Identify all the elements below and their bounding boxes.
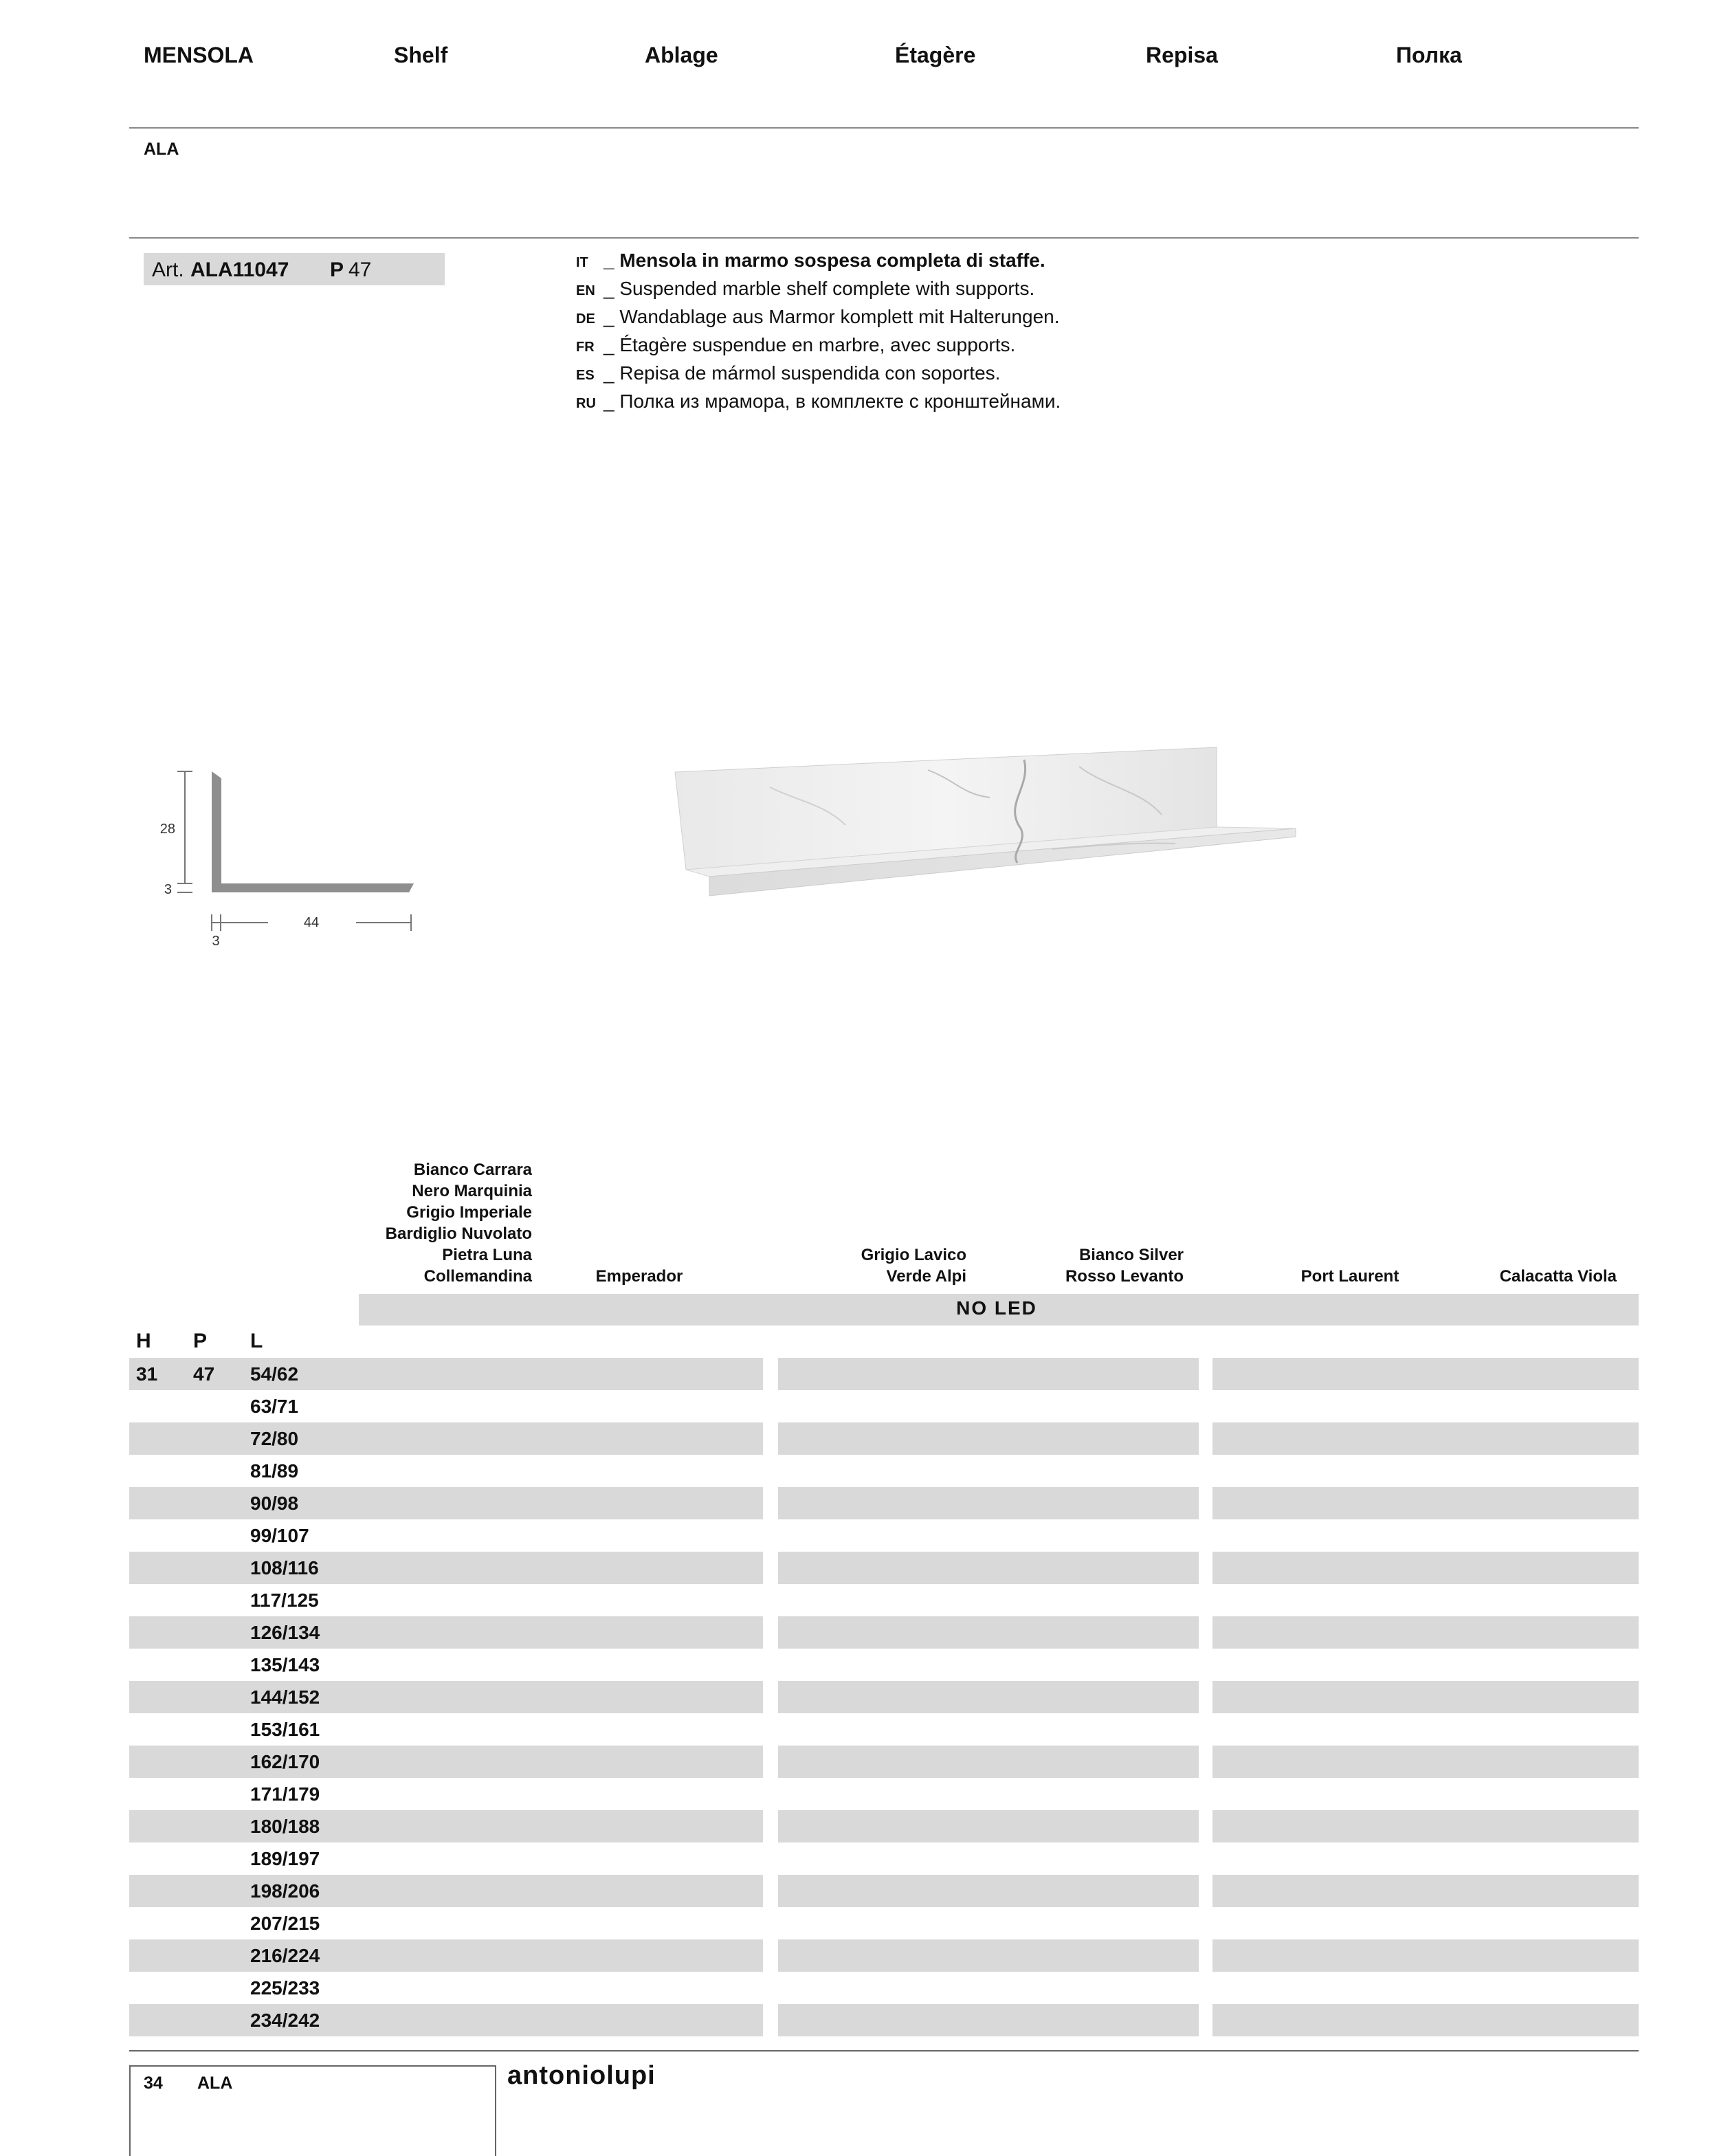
table-row <box>129 1616 1639 1649</box>
material-column-6: Calacatta Viola <box>1499 1267 1617 1286</box>
table-row <box>129 1810 1639 1842</box>
thickness-label: 3 <box>164 882 172 897</box>
cell-l: 90/98 <box>250 1493 299 1514</box>
table-row <box>129 1907 1639 1939</box>
article-prefix: Art. <box>152 258 184 281</box>
header-p: P <box>193 1330 208 1352</box>
cell-l: 189/197 <box>250 1848 320 1869</box>
cell-l: 162/170 <box>250 1751 320 1772</box>
title-german: Ablage <box>645 43 718 67</box>
description-fr: FR _ Étagère suspendue en marbre, avec supports. <box>576 334 1016 355</box>
row-band <box>1212 1616 1639 1649</box>
cell-l: 54/62 <box>250 1363 299 1385</box>
row-band <box>1212 1487 1639 1519</box>
row-band <box>1212 1746 1639 1778</box>
row-band <box>1212 1358 1639 1390</box>
table-row <box>129 1778 1639 1810</box>
material-column-2: Emperador <box>595 1267 683 1286</box>
material-column-1: Bianco Carrara Nero Marquinia Grigio Imperiale Bardiglio Nuvolato Pietra Luna Collemandina <box>385 1160 532 1286</box>
row-band <box>1212 1810 1639 1842</box>
depth-label: P <box>330 258 344 281</box>
title-russian: Полка <box>1396 43 1462 67</box>
cell-l: 234/242 <box>250 2010 320 2031</box>
cell-p: 47 <box>193 1363 215 1385</box>
cell-l: 99/107 <box>250 1525 309 1546</box>
row-band <box>129 1746 763 1778</box>
table-row <box>129 1842 1639 1875</box>
row-band <box>129 1939 763 1972</box>
series-name: ALA <box>144 140 179 159</box>
table-row <box>129 1746 1639 1778</box>
row-band <box>129 1616 763 1649</box>
header-divider <box>129 127 1639 129</box>
table-row <box>129 1939 1639 1972</box>
row-band <box>778 1422 1199 1455</box>
cell-l: 216/224 <box>250 1945 320 1966</box>
cell-l: 135/143 <box>250 1654 320 1675</box>
table-row <box>129 1713 1639 1746</box>
table-row <box>129 1519 1639 1552</box>
cell-l: 72/80 <box>250 1428 299 1449</box>
row-band <box>778 1746 1199 1778</box>
table-row <box>129 1649 1639 1681</box>
row-band <box>129 1422 763 1455</box>
title-french: Étagère <box>895 43 976 67</box>
cell-l: 63/71 <box>250 1396 299 1417</box>
cell-l: 108/116 <box>250 1557 319 1578</box>
height-label: 28 <box>159 822 175 837</box>
row-band <box>778 2004 1199 2036</box>
row-band <box>778 1552 1199 1584</box>
table-row <box>129 1390 1639 1422</box>
row-band <box>129 1552 763 1584</box>
row-band <box>778 1487 1199 1519</box>
table-row <box>129 1455 1639 1487</box>
row-band <box>778 1875 1199 1907</box>
description-es: ES _ Repisa de mármol suspendida con soportes. <box>576 362 1001 384</box>
no-led-label: NO LED <box>956 1297 1037 1319</box>
row-band <box>778 1810 1199 1842</box>
row-band <box>1212 1681 1639 1713</box>
footer-divider <box>129 2050 1639 2052</box>
header-h: H <box>136 1330 151 1352</box>
table-row <box>129 1875 1639 1907</box>
material-column-5: Port Laurent <box>1300 1267 1399 1286</box>
table-row <box>129 1422 1639 1455</box>
cell-l: 81/89 <box>250 1460 299 1482</box>
cell-l: 207/215 <box>250 1913 320 1934</box>
cell-l: 225/233 <box>250 1977 320 1999</box>
row-band <box>778 1616 1199 1649</box>
title-italian: MENSOLA <box>144 43 254 67</box>
table-row <box>129 1358 1639 1390</box>
row-band <box>129 1875 763 1907</box>
row-band <box>778 1358 1199 1390</box>
material-column-3: Grigio Lavico Verde Alpi <box>861 1246 966 1286</box>
table-row <box>129 1487 1639 1519</box>
table-row <box>129 1584 1639 1616</box>
footer-box <box>129 2065 496 2156</box>
description-ru: RU _ Полка из мрамора, в комплекте с кронштейнами. <box>576 390 1061 412</box>
description-list <box>576 248 1061 417</box>
row-band <box>1212 1939 1639 1972</box>
depth-dimension-label: 44 <box>303 915 320 930</box>
cell-l: 117/125 <box>250 1590 319 1611</box>
page-number: 34 <box>144 2074 163 2093</box>
row-band <box>1212 2004 1639 2036</box>
cell-l: 144/152 <box>250 1686 320 1708</box>
table-row <box>129 1972 1639 2004</box>
cell-l: 126/134 <box>250 1622 320 1643</box>
cell-h: 31 <box>136 1363 158 1385</box>
cell-l: 153/161 <box>250 1719 320 1740</box>
row-band <box>129 1358 763 1390</box>
row-band <box>1212 1875 1639 1907</box>
section-divider <box>129 237 1639 239</box>
cell-l: 171/179 <box>250 1783 320 1805</box>
row-band <box>778 1939 1199 1972</box>
cell-l: 198/206 <box>250 1880 320 1902</box>
header-l: L <box>250 1330 263 1352</box>
title-spanish: Repisa <box>1146 43 1218 67</box>
row-band <box>129 1487 763 1519</box>
shelf-product-image <box>667 739 1306 904</box>
table-row <box>129 1552 1639 1584</box>
description-en: EN _ Suspended marble shelf complete with supports. <box>576 278 1035 299</box>
cell-l: 180/188 <box>250 1816 320 1837</box>
article-code: ALA11047 <box>190 258 289 281</box>
table-row <box>129 2004 1639 2036</box>
brand-logo: antoniolupi <box>507 2061 656 2090</box>
base-thickness-label: 3 <box>212 934 220 949</box>
table-row <box>129 1681 1639 1713</box>
description-de: DE _ Wandablage aus Marmor komplett mit Halterungen. <box>576 306 1060 327</box>
row-band <box>1212 1422 1639 1455</box>
article-box <box>144 253 445 285</box>
footer-series: ALA <box>197 2074 233 2093</box>
depth-value: 47 <box>348 258 372 281</box>
row-band <box>129 2004 763 2036</box>
row-band <box>129 1681 763 1713</box>
title-english: Shelf <box>394 43 448 67</box>
description-it: IT _ Mensola in marmo sospesa completa di staffe. <box>576 250 1045 271</box>
shelf-section-drawing <box>137 756 433 962</box>
row-band <box>129 1810 763 1842</box>
row-band <box>1212 1552 1639 1584</box>
material-column-4: Bianco Silver Rosso Levanto <box>1065 1246 1184 1286</box>
row-band <box>778 1681 1199 1713</box>
